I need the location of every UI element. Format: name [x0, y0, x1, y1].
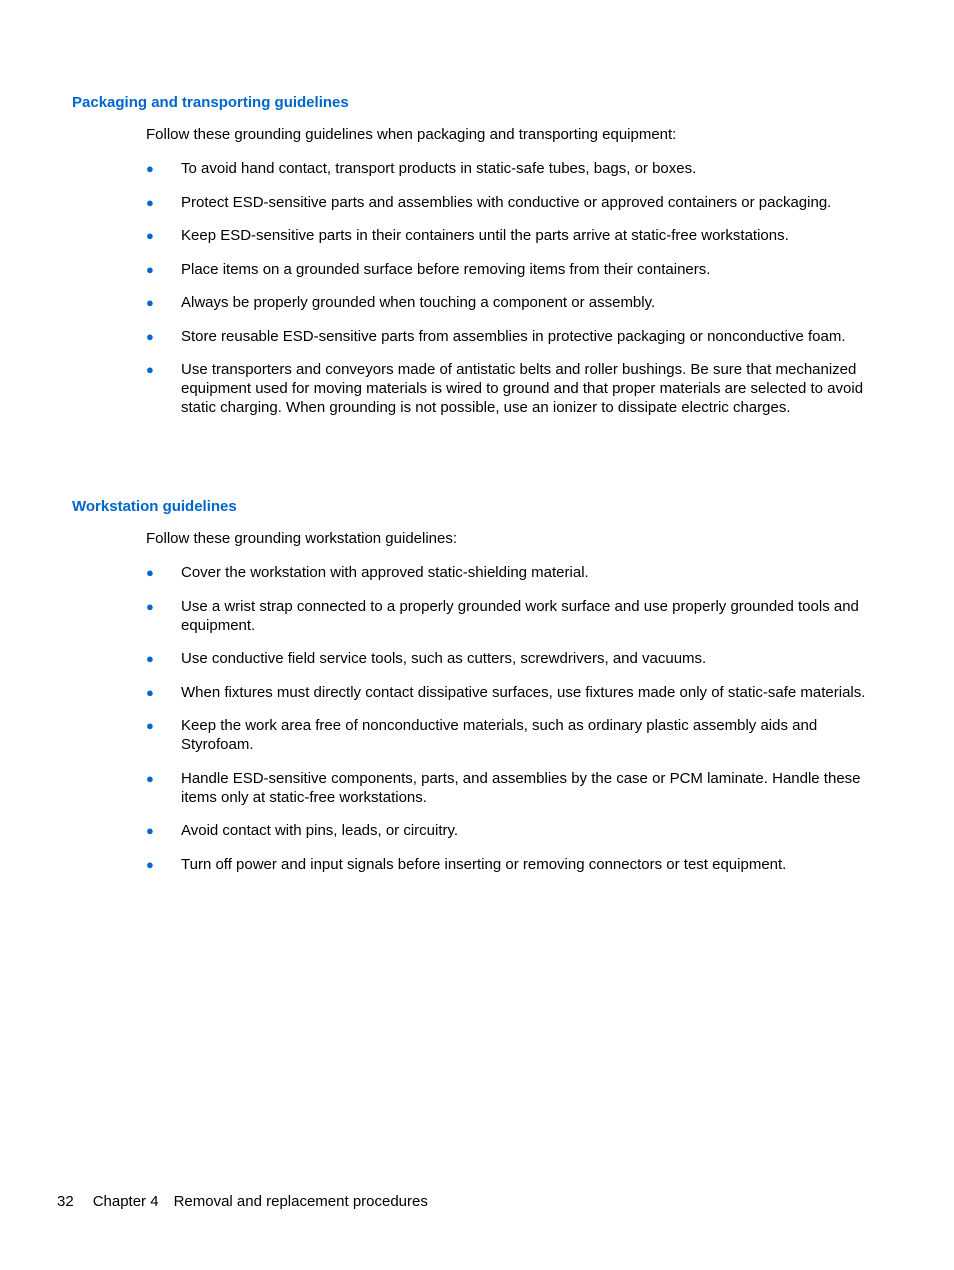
- bullet-icon: ●: [146, 823, 154, 838]
- list-item: [146, 769, 868, 807]
- bullet-list-packaging: [146, 159, 868, 432]
- list-item: [146, 821, 868, 840]
- page-footer: [57, 1192, 428, 1211]
- bullet-icon: ●: [146, 194, 154, 210]
- bullet-icon: ●: [146, 770, 154, 786]
- list-item: [146, 683, 868, 702]
- bullet-icon: ●: [146, 684, 154, 700]
- bullet-list-workstation: [146, 563, 868, 888]
- list-item: [146, 226, 868, 245]
- bullet-icon: ●: [146, 228, 154, 243]
- list-item-text: Always be properly grounded when touching a component or assembly.: [181, 294, 656, 311]
- bullet-icon: ●: [146, 651, 154, 666]
- chapter-title: Removal and replacement procedures: [173, 1193, 428, 1210]
- section-heading-packaging: Packaging and transporting guidelines: [72, 94, 349, 111]
- list-item-text: Keep ESD-sensitive parts in their containers until the parts arrive at static-free workstations.: [181, 227, 789, 244]
- list-item-text: Store reusable ESD-sensitive parts from assemblies in protective packaging or nonconductive foam.: [181, 327, 846, 345]
- bullet-icon: ●: [146, 161, 154, 176]
- list-item: [146, 716, 868, 754]
- list-item-text: Protect ESD-sensitive parts and assemblies with conductive or approved containers or packaging.: [181, 193, 832, 211]
- bullet-icon: ●: [146, 362, 154, 377]
- list-item: [146, 260, 868, 279]
- list-item-text: Handle ESD-sensitive components, parts, and assemblies by the case or PCM laminate. Handle these items only at static-free workstations.: [181, 769, 861, 806]
- list-item-text: Use conductive field service tools, such as cutters, screwdrivers, and vacuums.: [181, 650, 707, 667]
- list-item: [146, 855, 868, 874]
- page-number: 32: [57, 1193, 74, 1210]
- list-item: [146, 327, 868, 346]
- list-item-text: Turn off power and input signals before inserting or removing connectors or test equipment.: [181, 855, 787, 873]
- section-intro-packaging: Follow these grounding guidelines when packaging and transporting equipment:: [146, 126, 677, 143]
- bullet-icon: ●: [146, 856, 154, 872]
- list-item-text: Use a wrist strap connected to a properly grounded work surface and use properly grounded tools and equipment.: [181, 597, 859, 634]
- list-item-text: Avoid contact with pins, leads, or circuitry.: [181, 822, 459, 839]
- list-item: [146, 159, 868, 178]
- list-item-text: When fixtures must directly contact dissipative surfaces, use fixtures made only of static-safe materials.: [181, 683, 866, 701]
- chapter-label: Chapter 4: [92, 1193, 159, 1210]
- list-item: [146, 360, 868, 417]
- list-item-text: Use transporters and conveyors made of antistatic belts and roller bushings. Be sure that mechanized equipment used for moving materials is wired to ground and that proper materials are selected to avoid static charging. When grounding is not possible, use an ionizer to dissipate electric charges.: [181, 361, 864, 416]
- list-item: [146, 649, 868, 668]
- section-heading-workstation: Workstation guidelines: [72, 498, 237, 515]
- bullet-icon: ●: [146, 328, 154, 344]
- bullet-icon: ●: [146, 565, 154, 580]
- list-item: [146, 597, 868, 635]
- list-item-text: Cover the workstation with approved static-shielding material.: [181, 564, 589, 581]
- list-item-text: Place items on a grounded surface before removing items from their containers.: [181, 260, 711, 278]
- list-item-text: Keep the work area free of nonconductive materials, such as ordinary plastic assembly aids and Styrofoam.: [181, 717, 818, 753]
- list-item: [146, 293, 868, 312]
- bullet-icon: ●: [146, 598, 154, 614]
- list-item-text: To avoid hand contact, transport products in static-safe tubes, bags, or boxes.: [181, 160, 697, 177]
- list-item: [146, 193, 868, 212]
- section-intro-workstation: Follow these grounding workstation guidelines:: [146, 530, 458, 547]
- bullet-icon: ●: [146, 295, 154, 310]
- bullet-icon: ●: [146, 261, 154, 277]
- list-item: [146, 563, 868, 582]
- bullet-icon: ●: [146, 718, 154, 733]
